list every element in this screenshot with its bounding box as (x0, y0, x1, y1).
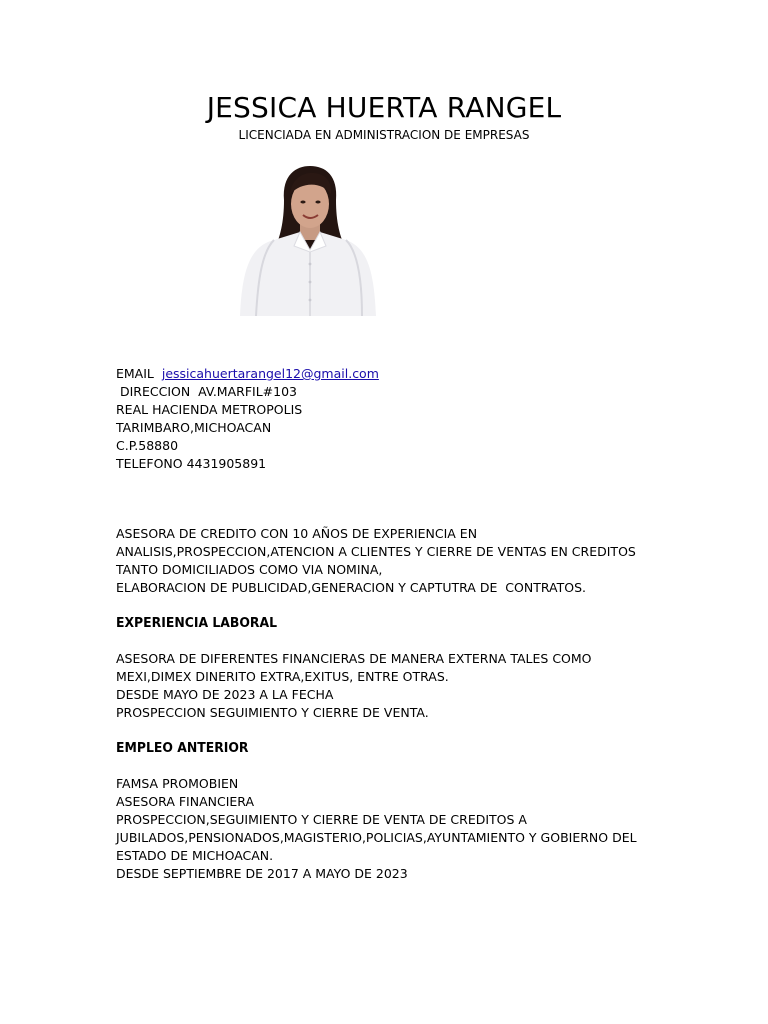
contact-info (116, 365, 676, 473)
summary-section (116, 525, 676, 597)
experience-line: DESDE MAYO DE 2023 A LA FECHA (116, 687, 334, 702)
email-label: EMAIL (116, 366, 154, 381)
experience-line: MEXI,DIMEX DINERITO EXTRA,EXITUS, ENTRE OTRAS. (116, 669, 449, 684)
previous-job-line: PROSPECCION,SEGUIMIENTO Y CIERRE DE VENTA DE CREDITOS A (116, 812, 527, 827)
profile-photo (234, 160, 380, 316)
previous-job-line: ASESORA FINANCIERA (116, 794, 255, 809)
email-line (116, 365, 676, 383)
address-line: TARIMBARO,MICHOACAN (116, 420, 272, 435)
experience-heading: EXPERIENCIA LABORAL (116, 615, 278, 631)
summary-line: ASESORA DE CREDITO CON 10 AÑOS DE EXPERIENCIA EN (116, 526, 478, 541)
summary-line: TANTO DOMICILIADOS COMO VIA NOMINA, (116, 562, 383, 577)
summary-line: ANALISIS,PROSPECCION,ATENCION A CLIENTES Y CIERRE DE VENTAS EN CREDITOS (116, 544, 636, 559)
experience-line: ASESORA DE DIFERENTES FINANCIERAS DE MANERA EXTERNA TALES COMO (116, 651, 592, 666)
experience-line: PROSPECCION SEGUIMIENTO Y CIERRE DE VENTA. (116, 705, 429, 720)
previous-job-section (116, 775, 676, 883)
address-line: DIRECCION AV.MARFIL#103 (116, 384, 298, 399)
phone-line: TELEFONO 4431905891 (116, 456, 267, 471)
previous-job-line: FAMSA PROMOBIEN (116, 776, 239, 791)
summary-line: ELABORACION DE PUBLICIDAD,GENERACION Y CAPTUTRA DE CONTRATOS. (116, 580, 586, 595)
experience-section (116, 650, 676, 722)
previous-job-heading: EMPLEO ANTERIOR (116, 740, 249, 756)
address-line: REAL HACIENDA METROPOLIS (116, 402, 303, 417)
candidate-title: LICENCIADA EN ADMINISTRACION DE EMPRESAS (238, 128, 530, 142)
previous-job-line: JUBILADOS,PENSIONADOS,MAGISTERIO,POLICIAS,AYUNTAMIENTO Y GOBIERNO DEL (116, 830, 637, 845)
candidate-name: JESSICA HUERTA RANGEL (206, 91, 562, 124)
postal-code: C.P.58880 (116, 438, 179, 453)
previous-job-line: DESDE SEPTIEMBRE DE 2017 A MAYO DE 2023 (116, 866, 408, 881)
email-link[interactable]: jessicahuertarangel12@gmail.com (161, 366, 379, 381)
previous-job-line: ESTADO DE MICHOACAN. (116, 848, 274, 863)
